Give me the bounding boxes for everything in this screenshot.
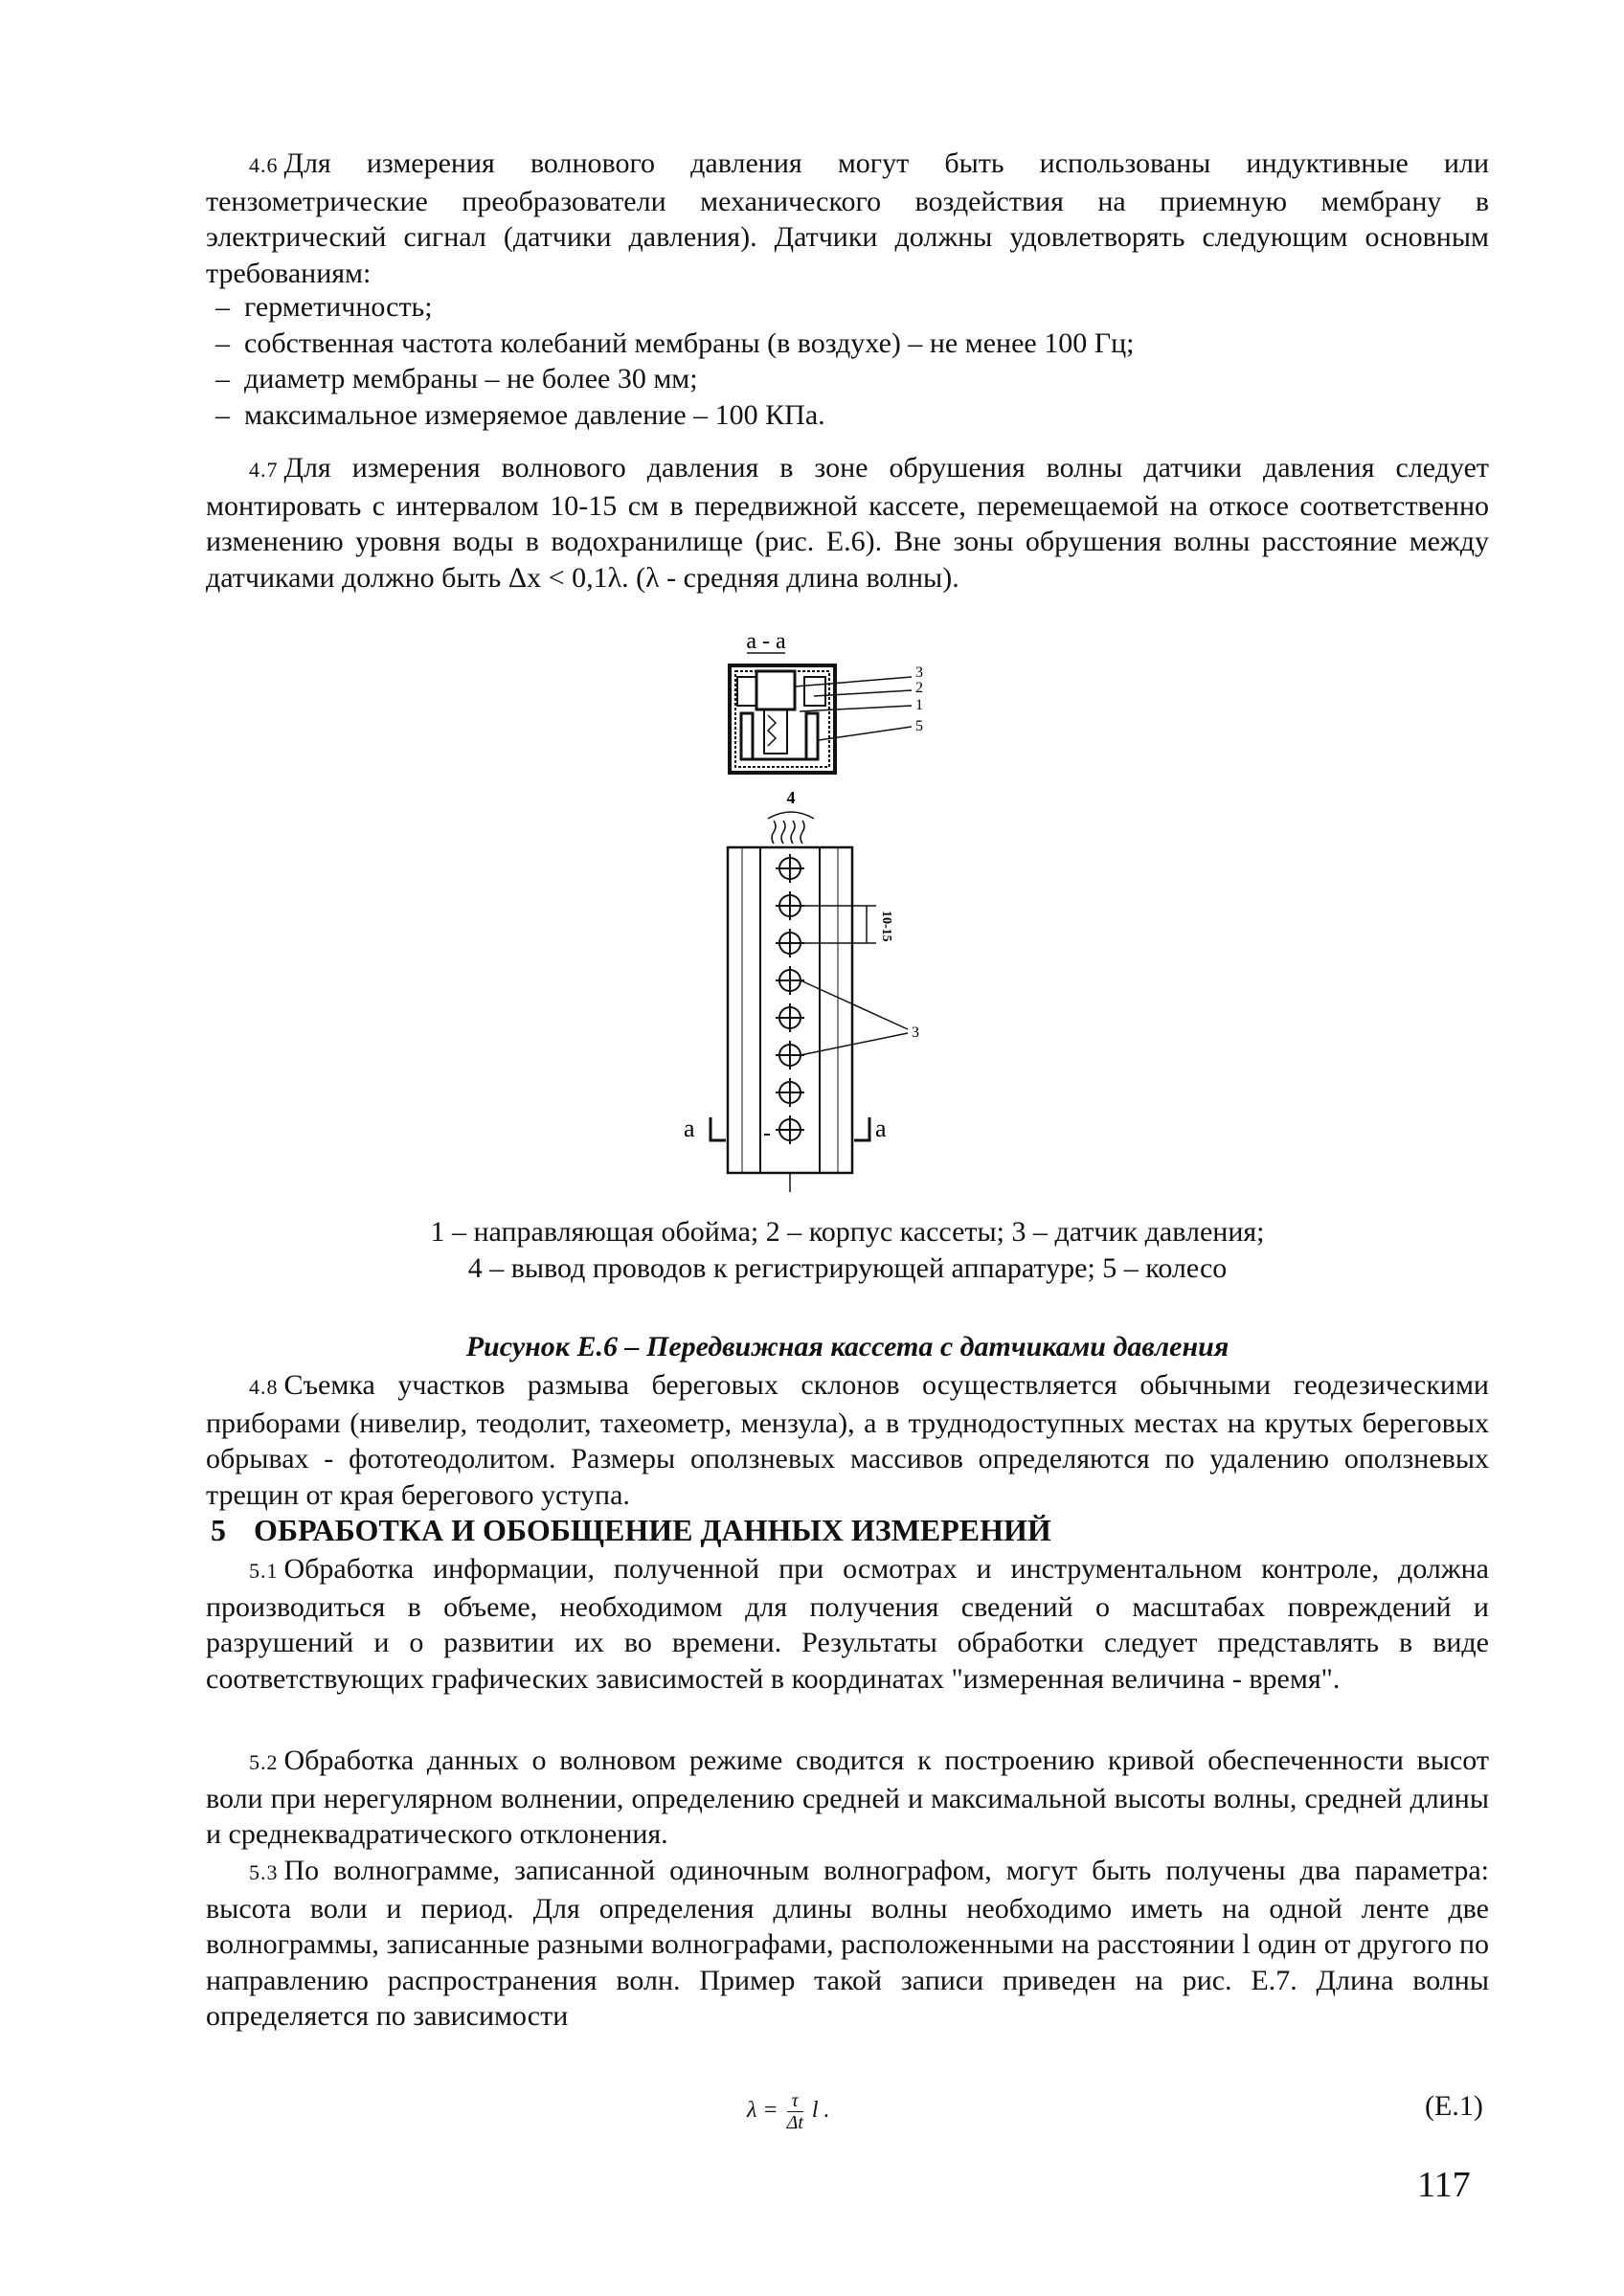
figure-legend-line-2: 4 – вывод проводов к регистрирующей аппаратуре; 5 – колесо [467, 1252, 1228, 1284]
clause-number: 4.7 [249, 458, 279, 482]
formula-e1 [747, 2090, 830, 2133]
clause-number: 5.3 [249, 1860, 279, 1884]
paragraph-5-1 [206, 1551, 1489, 1697]
callout-5: 5 [915, 718, 923, 734]
section-number: 5 [211, 1513, 226, 1547]
paragraph-5-2 [206, 1743, 1489, 1853]
section-mark-right: а [875, 1114, 887, 1142]
paragraph-text: Обработка информации, полученной при осмотрах и инструментальном контроле, должна производиться в объеме, необходимом для получения сведений о масштабах повреждений и разрушений и о развитии их во времени. Результаты обработки следует представлять в виде соответствующих графических зависимостей в координатах "измеренная величина - время". [206, 1553, 1489, 1695]
list-item: – максимальное измеряемое давление – 100 КПа. [215, 398, 825, 431]
paragraph-text: Съемка участков размыва береговых склонов осуществляется обычными геодезическими приборами (нивелир, теодолит, тахеометр, мензула), а в труднодоступных местах на крутых береговых обрывах - фототеодолитом. Размеры оползневых массивов определяются по удалению оползневых трещин от края берегового уступа. [206, 1369, 1489, 1511]
paragraph-5-3 [206, 1853, 1489, 2035]
clause-number: 4.6 [249, 153, 279, 177]
sensor-column [776, 854, 804, 1144]
clause-number: 5.2 [249, 1750, 279, 1774]
paragraph-4-8 [206, 1367, 1489, 1513]
formula-tail: l . [811, 2098, 830, 2124]
list-item: – диаметр мембраны – не более 30 мм; [215, 363, 698, 394]
paragraph-text: По волнограмме, записанной одиночным волнографом, могут быть получены два параметра: высота воли и период. Для определения длины волны необходимо иметь на одной ленте две волнограммы, записанные разными волнографами, расположенными на расстоянии l один от другого по направлению распространения волн. Пример такой записи приведен на рис. Е.7. Длина волны определяется по зависимости [206, 1855, 1489, 2032]
section-mark-left: а [684, 1114, 695, 1142]
wire-leads [772, 821, 804, 844]
formula-denominator: Δt [786, 2112, 803, 2133]
section-label: а - а [746, 629, 786, 654]
requirements-list [206, 289, 1489, 433]
section-title: ОБРАБОТКА И ОБОБЩЕНИЕ ДАННЫХ ИЗМЕРЕНИЙ [254, 1513, 1051, 1547]
figure-legend-line-1: 1 – направляющая обойма; 2 – корпус кассеты; 3 – датчик давления; [430, 1216, 1265, 1248]
figure-title: Рисунок Е.6 – Передвижная кассета с датчиками давления [465, 1331, 1229, 1362]
paragraph-4-6 [206, 146, 1489, 291]
equation-number: (Е.1) [1425, 2090, 1483, 2122]
paragraph-text: Для измерения волнового давления в зоне обрушения волны датчики давления следует монтировать с интервалом 10-15 см в передвижной кассете, перемещаемой на откосе соответственно изменению уровня воды в водохранилище (рис. Е.6). Вне зоны обрушения волны расстояние между датчиками должно быть Δx < 0,1λ. (λ - средняя длина волны). [206, 452, 1489, 594]
callout-1: 1 [915, 697, 923, 713]
callout-3-top: 3 [915, 664, 923, 681]
spacing-label: 10-15 [879, 911, 893, 942]
callout-3: 3 [912, 1024, 919, 1041]
cassette-figure [661, 627, 977, 1202]
page-number: 117 [1417, 2165, 1471, 2205]
formula-numerator: τ [787, 2090, 803, 2112]
section-heading [206, 1513, 1489, 1548]
callout-4: 4 [786, 788, 796, 807]
cross-section-drawing [730, 665, 912, 773]
formula-lhs: λ = [747, 2098, 778, 2124]
list-item: – герметичность; [215, 291, 433, 323]
list-item: – собственная частота колебаний мембраны (в воздухе) – не менее 100 Гц; [215, 326, 1135, 359]
paragraph-text: Для измерения волнового давления могут быть использованы индуктивные или тензометрические преобразователи механического воздействия на приемную мембрану в электрический сигнал (датчики давления). Датчики должны удовлетворять следующим основным требованиям: [206, 147, 1489, 289]
clause-number: 5.1 [249, 1559, 279, 1583]
formula-fraction [787, 2090, 803, 2133]
callout-2: 2 [915, 680, 923, 696]
paragraph-text: Обработка данных о волновом режиме сводится к построению кривой обеспеченности высот воли при нерегулярном волнении, определению средней и максимальной высоты волны, средней длины и среднеквадратического отклонения. [206, 1745, 1489, 1850]
paragraph-4-7 [206, 450, 1489, 596]
clause-number: 4.8 [249, 1375, 279, 1399]
